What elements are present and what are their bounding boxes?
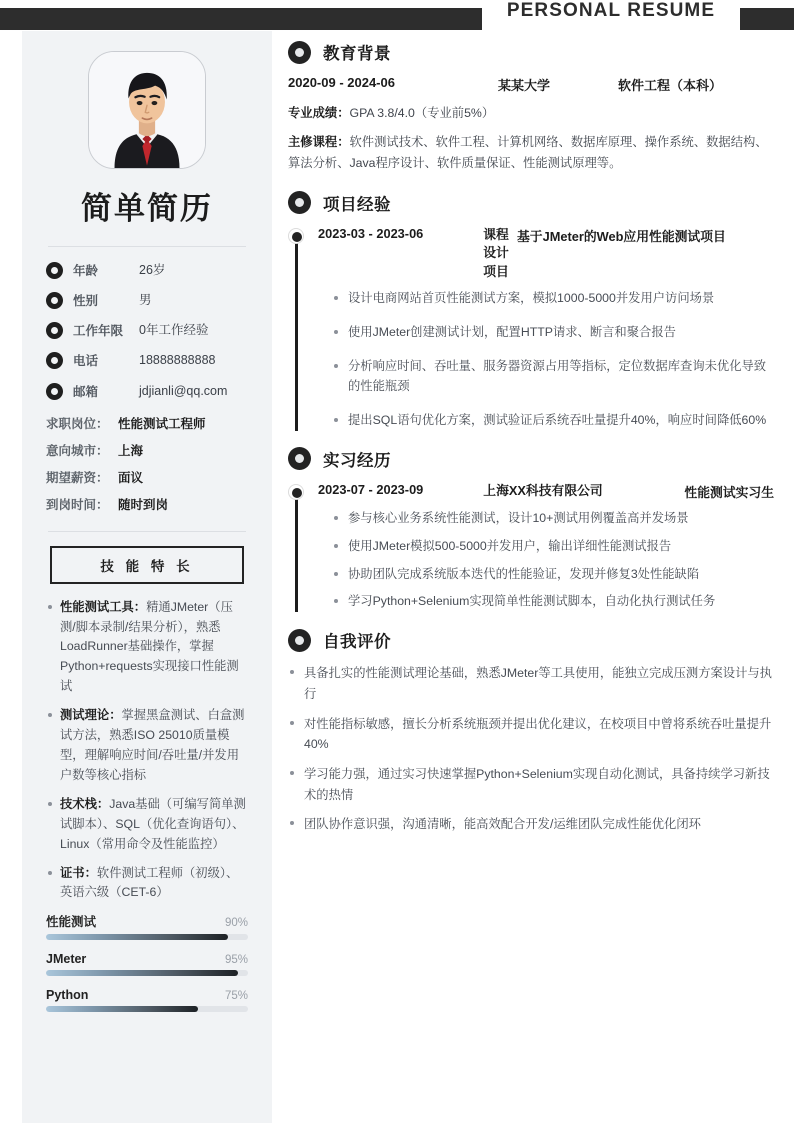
list-item: 分析响应时间、吞吐量、服务器资源占用等指标，定位数据库查询未优化导致的性能瓶颈 — [332, 357, 774, 397]
timeline-dot-icon — [288, 484, 304, 500]
skill-bar-head — [46, 988, 248, 1002]
ring-icon — [46, 352, 63, 369]
circle-icon — [288, 447, 311, 470]
education-gpa-value: GPA 3.8/4.0（专业前5%） — [349, 106, 495, 120]
info-label: 邮箱 — [73, 384, 99, 399]
internship-company: 上海XX科技有限公司 — [483, 482, 603, 498]
section-header — [288, 447, 774, 471]
section-title: 教育背景 — [323, 45, 391, 63]
section-title: 自我评价 — [323, 633, 391, 652]
project-headline — [318, 226, 774, 282]
evaluation-list — [288, 663, 774, 835]
skill-bar-fill — [46, 934, 228, 940]
info-row-gender — [46, 291, 248, 309]
skill-bar-head — [46, 912, 248, 930]
job-row-salary — [46, 468, 248, 486]
info-row-experience — [46, 321, 248, 339]
job-key: 到岗时间： — [46, 497, 109, 512]
job-value: 上海 — [118, 443, 144, 458]
info-row-age — [46, 261, 248, 279]
education-courses-label: 主修课程： — [288, 134, 350, 149]
info-value: 0年工作经验 — [139, 323, 209, 338]
circle-icon — [288, 41, 311, 64]
education-date: 2020-09 - 2024-06 — [288, 75, 395, 90]
list-item: 参与核心业务系统性能测试，设计10+测试用例覆盖高并发场景 — [332, 509, 774, 529]
info-row-email — [46, 382, 248, 400]
ring-icon — [46, 383, 63, 400]
skill-term: 性能测试工具： — [60, 599, 147, 614]
skill-bar-percent: 90% — [224, 917, 248, 930]
job-key: 期望薪资： — [46, 470, 109, 485]
skill-bar-track — [46, 970, 248, 976]
section-header — [288, 40, 774, 64]
job-row-city — [46, 441, 248, 459]
job-value: 随时到岗 — [118, 497, 169, 512]
skill-bar-percent: 75% — [224, 990, 248, 1003]
job-value: 面议 — [118, 470, 144, 485]
section-internship — [288, 447, 774, 613]
internship-bullets — [318, 509, 774, 613]
project-org: 课程设计项目 — [483, 226, 509, 279]
skill-bar-fill — [46, 1006, 198, 1012]
list-item: 使用JMeter创建测试计划，配置HTTP请求、断言和聚合报告 — [332, 323, 774, 343]
skill-bars — [46, 912, 248, 1012]
job-row-availability — [46, 495, 248, 513]
personal-info-list — [46, 261, 248, 400]
internship-headline — [318, 482, 774, 501]
list-item — [46, 864, 248, 904]
list-item: 对性能指标敏感，擅长分析系统瓶颈并提出优化建议，在校项目中曾将系统吞吐量提升40% — [288, 714, 774, 755]
skill-term: 测试理论： — [60, 708, 122, 723]
list-item: 提出SQL语句优化方案，测试验证后系统吞吐量提升40%，响应时间降低60% — [332, 411, 774, 431]
avatar — [88, 51, 206, 169]
section-header — [288, 191, 774, 215]
candidate-name: 简单简历 — [81, 191, 213, 226]
section-project — [288, 191, 774, 431]
ring-icon — [46, 262, 63, 279]
timeline-internship — [288, 482, 774, 613]
skill-desc: 掌握黑盒测试、白盒测试方法，熟悉ISO 25010质量模型，理解响应时间/吞吐量/并发用户数等核心指标 — [60, 708, 245, 782]
skill-bar-track — [46, 934, 248, 940]
info-value: 男 — [139, 293, 152, 308]
education-major: 软件工程（本科） — [618, 78, 723, 93]
list-item: 具备扎实的性能测试理论基础，熟悉JMeter等工具使用，能独立完成压测方案设计与执行 — [288, 663, 774, 704]
list-item — [46, 706, 248, 786]
skills-list — [46, 598, 248, 904]
skill-bar-item — [46, 988, 248, 1012]
project-name: 基于JMeter的Web应用性能测试项目 — [517, 228, 726, 244]
sidebar — [22, 31, 272, 1123]
skill-bar-label: Python — [46, 988, 89, 1003]
section-header — [288, 628, 774, 652]
skill-bar-label: 性能测试 — [46, 915, 97, 930]
section-title: 项目经验 — [323, 195, 391, 214]
section-evaluation — [288, 628, 774, 835]
list-item: 学习Python+Selenium实现简单性能测试脚本，自动化执行测试任务 — [332, 592, 774, 612]
project-date: 2023-03 - 2023-06 — [318, 225, 424, 241]
info-value: 26岁 — [139, 263, 166, 277]
skill-bar-fill — [46, 970, 238, 976]
info-row-phone — [46, 351, 248, 369]
info-label: 电话 — [73, 354, 99, 369]
info-label: 年龄 — [73, 264, 99, 278]
education-headline — [288, 75, 774, 94]
list-item: 团队协作意识强，沟通清晰，能高效配合开发/运维团队完成性能优化闭环 — [288, 814, 774, 835]
list-item — [46, 598, 248, 698]
skills-section-title: 技 能 特 长 — [50, 546, 244, 584]
skill-desc: 精通JMeter（压测/脚本录制/结果分析），熟悉LoadRunner基础操作，掌握Python+requests实现接口性能测试 — [60, 599, 239, 694]
info-value: jdjianli@qq.com — [139, 383, 228, 398]
info-label: 工作年限 — [73, 324, 124, 339]
info-value: 18888888888 — [139, 353, 216, 368]
page-title: PERSONAL RESUME — [506, 0, 716, 21]
education-courses-value: 软件测试技术、软件工程、计算机网络、数据库原理、操作系统、数据结构、算法分析、Java程序设计、软件质量保证、性能测试原理等。 — [288, 134, 768, 171]
timeline-dot-icon — [288, 228, 304, 244]
section-title: 实习经历 — [323, 451, 391, 470]
timeline-project — [288, 226, 774, 431]
main-content — [288, 40, 774, 851]
job-preferences — [46, 414, 248, 513]
job-value: 性能测试工程师 — [118, 416, 206, 431]
skill-desc: Java基础（可编写简单测试脚本）、SQL（优化查询语句）、Linux（常用命令及性能监控） — [60, 796, 246, 851]
skill-desc: 软件测试工程师（初级）、英语六级（CET-6） — [60, 865, 239, 900]
list-item: 协助团队完成系统版本迭代的性能验证，发现并修复3处性能缺陷 — [332, 565, 774, 585]
education-school: 某某大学 — [498, 78, 551, 93]
info-label: 性别 — [73, 294, 99, 309]
education-gpa-label: 专业成绩： — [288, 106, 350, 120]
internship-date: 2023-07 - 2023-09 — [318, 481, 424, 497]
job-key: 意向城市： — [46, 443, 109, 458]
avatar-illustration-icon — [89, 52, 205, 168]
circle-icon — [288, 191, 311, 214]
ring-icon — [46, 292, 63, 309]
circle-icon — [288, 629, 311, 652]
divider-top — [48, 246, 246, 247]
skill-bar-percent: 95% — [224, 954, 248, 967]
education-courses — [288, 132, 774, 175]
list-item: 设计电商网站首页性能测试方案，模拟1000-5000并发用户访问场景 — [332, 289, 774, 309]
job-row-position — [46, 414, 248, 432]
skill-term: 证书： — [60, 865, 97, 880]
skill-bar-item — [46, 912, 248, 940]
skill-bar-head — [46, 952, 248, 966]
skill-term: 技术栈： — [60, 796, 110, 811]
list-item — [46, 795, 248, 855]
job-key: 求职岗位： — [46, 416, 109, 431]
list-item: 学习能力强，通过实习快速掌握Python+Selenium实现自动化测试，具备持续学习新技术的热情 — [288, 764, 774, 805]
skill-bar-item — [46, 952, 248, 976]
list-item: 使用JMeter模拟500-5000并发用户，输出详细性能测试报告 — [332, 537, 774, 557]
internship-role: 性能测试实习生 — [684, 484, 774, 500]
ring-icon — [46, 322, 63, 339]
project-bullets — [318, 289, 774, 431]
skill-bar-label: JMeter — [46, 952, 87, 967]
education-gpa — [288, 103, 774, 125]
divider-skills — [48, 531, 246, 532]
skill-bar-track — [46, 1006, 248, 1012]
section-education — [288, 40, 774, 175]
